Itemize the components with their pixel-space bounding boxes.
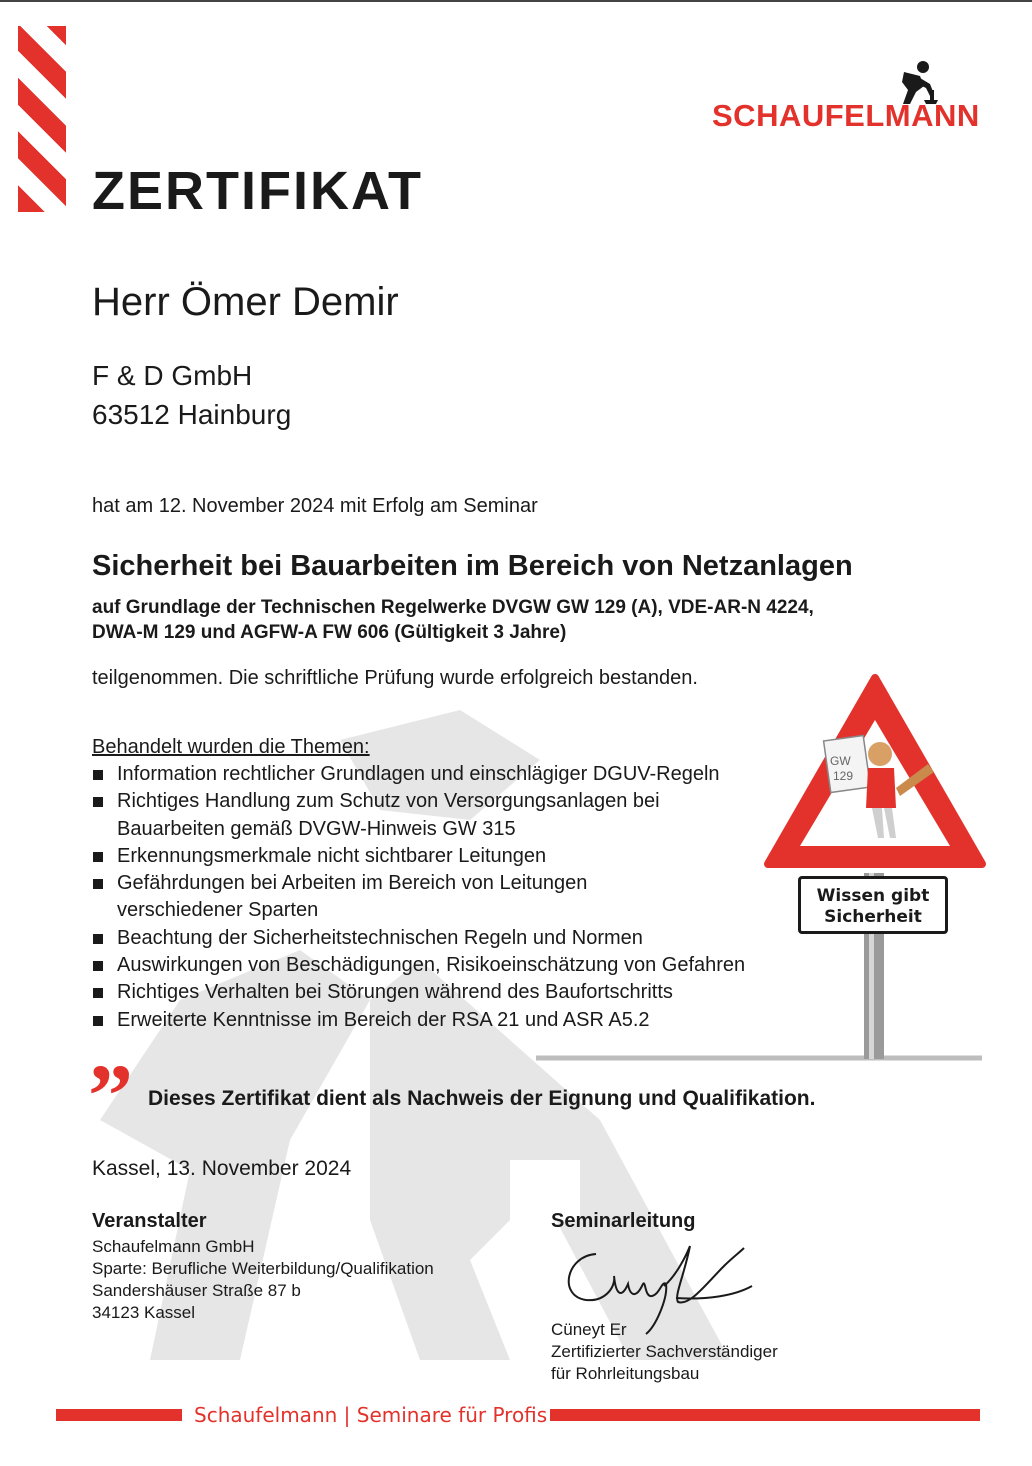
sign-label-line: Wissen gibt: [816, 886, 930, 906]
seminar-subtitle-line: auf Grundlage der Technischen Regelwerke DVGW GW 129 (A), VDE-AR-N 4224,: [92, 597, 814, 618]
seminar-lead-heading: Seminarleitung: [551, 1210, 696, 1232]
seminar-lead-name: Cüneyt Er: [551, 1320, 627, 1339]
organizer-line: Schaufelmann GmbH: [92, 1237, 255, 1256]
top-rule: [0, 0, 1032, 2]
recipient-company: F & D GmbH: [92, 360, 253, 391]
brand-name: SCHAUFELMANN: [712, 98, 980, 133]
seminar-subtitle-line: DWA-M 129 und AGFW-A FW 606 (Gültigkeit 3 Jahre): [92, 622, 567, 643]
seminar-subtitle: [92, 595, 972, 645]
organizer-heading: Veranstalter: [92, 1210, 207, 1232]
recipient-address: [92, 356, 291, 434]
sign-paper-line: 129: [833, 769, 854, 783]
organizer-details: [92, 1236, 434, 1324]
topic-item: Richtiges Verhalten bei Störungen während des Baufortschritts: [92, 979, 832, 1006]
seminar-lead-details: [551, 1319, 778, 1385]
organizer-line: Sparte: Berufliche Weiterbildung/Qualifikation: [92, 1259, 434, 1278]
seminar-title: Sicherheit bei Bauarbeiten im Bereich von Netzanlagen: [92, 550, 853, 582]
recipient-city: 63512 Hainburg: [92, 399, 292, 430]
qualification-statement: Dieses Zertifikat dient als Nachweis der Eignung und Qualifikation.: [148, 1087, 816, 1110]
certificate-title: ZERTIFIKAT: [92, 161, 423, 221]
topic-item: Erkennungsmerkmale nicht sichtbarer Leitungen: [92, 843, 832, 870]
topic-item: Information rechtlicher Grundlagen und einschlägiger DGUV-Regeln: [92, 761, 832, 788]
recipient-name: Herr Ömer Demir: [92, 280, 399, 324]
organizer-line: Sandershäuser Straße 87 b: [92, 1281, 301, 1300]
seminar-lead-role: für Rohrleitungsbau: [551, 1364, 700, 1383]
topics-list: [92, 761, 832, 1034]
participation-text: teilgenommen. Die schriftliche Prüfung wurde erfolgreich bestanden.: [92, 667, 698, 689]
topic-item: Erweiterte Kenntnisse im Bereich der RSA 21 und ASR A5.2: [92, 1007, 832, 1034]
footer-bar-left: [56, 1409, 182, 1421]
seminar-lead-role: Zertifizierter Sachverständiger: [551, 1342, 778, 1361]
footer-text: Schaufelmann | Seminare für Profis: [194, 1403, 548, 1427]
topic-item: Gefährdungen bei Arbeiten im Bereich von Leitungen verschiedener Sparten: [92, 870, 677, 925]
organizer-line: 34123 Kassel: [92, 1303, 196, 1322]
quote-mark-icon: ”: [88, 1047, 133, 1146]
brand-logo: [712, 60, 1002, 133]
intro-text: hat am 12. November 2024 mit Erfolg am Seminar: [92, 495, 538, 517]
sign-label-line: Sicherheit: [824, 907, 922, 927]
place-date: Kassel, 13. November 2024: [92, 1157, 352, 1180]
topics-heading: Behandelt wurden die Themen:: [92, 736, 370, 758]
sign-paper-line: GW: [830, 754, 851, 768]
topic-item: Beachtung der Sicherheitstechnischen Regeln und Normen: [92, 925, 832, 952]
footer-bar-right: [550, 1409, 980, 1421]
topic-item: Richtiges Handlung zum Schutz von Versorgungsanlagen bei Bauarbeiten gemäß DVGW-Hinweis GW 315: [92, 788, 677, 843]
warning-stripe-bar: [18, 26, 66, 212]
topic-item: Auswirkungen von Beschädigungen, Risikoeinschätzung von Gefahren: [92, 952, 832, 979]
